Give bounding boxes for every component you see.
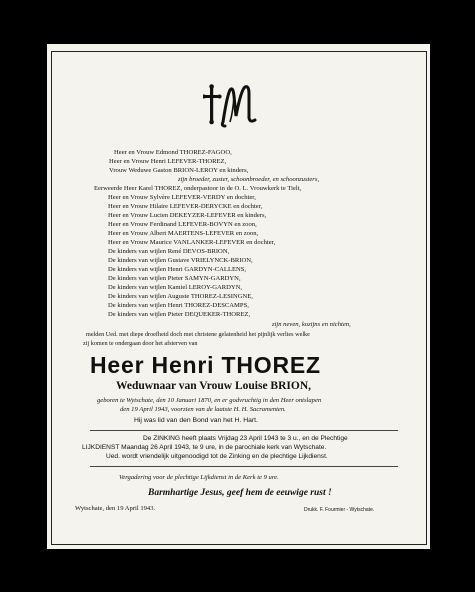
birth-line: geboren te Wytschate, den 10 Januari 1870, en er godvruchtig in den Heer ontslapen xyxy=(97,397,322,404)
family-line: zijn neven, kozijns en nichten, xyxy=(272,321,351,328)
family-line: Heer en Vrouw Sylvère LEFEVER-VERDY en dochter, xyxy=(108,194,256,201)
family-line: Heer en Vrouw Maurice VANLANKER-LEFEVER en dochter, xyxy=(108,239,276,246)
family-line: De kinders van wijlen René DEVOS-BRION, xyxy=(108,248,230,255)
announcement-line: melden Ued. met diepe droefheid doch met christene gelatenheid het pijnlijk verlies welke xyxy=(86,331,310,338)
membership-line: Hij was lid van den Bond van het H. Hart. xyxy=(134,417,258,424)
family-line: Heer en Vrouw Hilaire LEFEVER-DERYCKE en dochter, xyxy=(108,203,263,210)
funeral-line: LIJKDIENST Maandag 26 April 1943, te 9 ure, in de parochiale kerk van Wytschate. xyxy=(82,444,327,451)
family-line: De kinders van wijlen Henri GARDYN-CALLENS, xyxy=(108,266,247,273)
prayer-motto: Barmhartige Jesus, geef hem de eeuwige rust ! xyxy=(148,488,332,498)
funeral-line: Ued. wordt vriendelijk uitgenoodigd tot de Zinking en de plechtige Lijkdienst. xyxy=(106,453,328,460)
family-line: Heer en Vrouw Henri LEFEVER-THOREZ, xyxy=(109,158,227,165)
family-line: Heer en Vrouw Lucien DEKEYZER-LEFEVER en kinders, xyxy=(108,212,267,219)
family-line: Heer en Vrouw Edmond THOREZ-FAGOO, xyxy=(114,149,232,156)
birth-line: den 19 April 1943, voorzien van de laatste H. H. Sacramenten. xyxy=(120,406,286,413)
printer-credit: Drukk. F. Fourmier - Wytschate. xyxy=(304,507,375,513)
family-line: Eerweerde Heer Karel THOREZ, onderpastoor in de O. L. Vrouwkerk te Tielt, xyxy=(94,185,302,192)
family-line: De kinders van wijlen Gustave VRIELYNCK-BRION, xyxy=(108,257,253,264)
family-line: De kinders van wijlen Auguste THOREZ-LESINGNE, xyxy=(108,293,253,300)
family-line: Heer en Vrouw Ferdinand LEFEVER-BOVYN en zoon, xyxy=(108,221,257,228)
deceased-name: Heer Henri THOREZ xyxy=(90,352,321,378)
family-line: zijn broeder, zuster, schoonbroeder, en schoonzusters, xyxy=(178,176,320,183)
family-line: Vrouw Weduwe Gaston BRION-LEROY en kinders, xyxy=(109,167,249,174)
divider xyxy=(90,430,398,431)
family-line: De kinders van wijlen Henri THOREZ-DESCAMPS, xyxy=(108,302,249,309)
widower-line: Weduwnaar van Vrouw Louise BRION, xyxy=(116,380,312,392)
family-line: De kinders van wijlen Pieter SAMYN-GARDYN, xyxy=(108,275,241,282)
place-date: Wytschate, den 19 April 1943. xyxy=(75,505,156,512)
announcement-line: zij komen te ondergaan door het afsterven van xyxy=(83,340,198,347)
divider xyxy=(90,466,398,467)
family-line: De kinders van wijlen Pieter DEQUEKER-THOREZ, xyxy=(108,311,251,318)
family-line: De kinders van wijlen Kamiel LEROY-GARDYN, xyxy=(108,284,243,291)
family-line: Heer en Vrouw Albert MAERTENS-LEFEVER en zoon, xyxy=(108,230,259,237)
funeral-line: De ZINKING heeft plaats Vrijdag 23 April 1943 te 3 u., en de Plechtige xyxy=(143,435,348,442)
gathering-line: Vergadering voor de plechtige Lijkdienst in de Kerk te 9 ure. xyxy=(119,474,279,481)
cross-and-m-monogram-icon xyxy=(203,82,263,130)
